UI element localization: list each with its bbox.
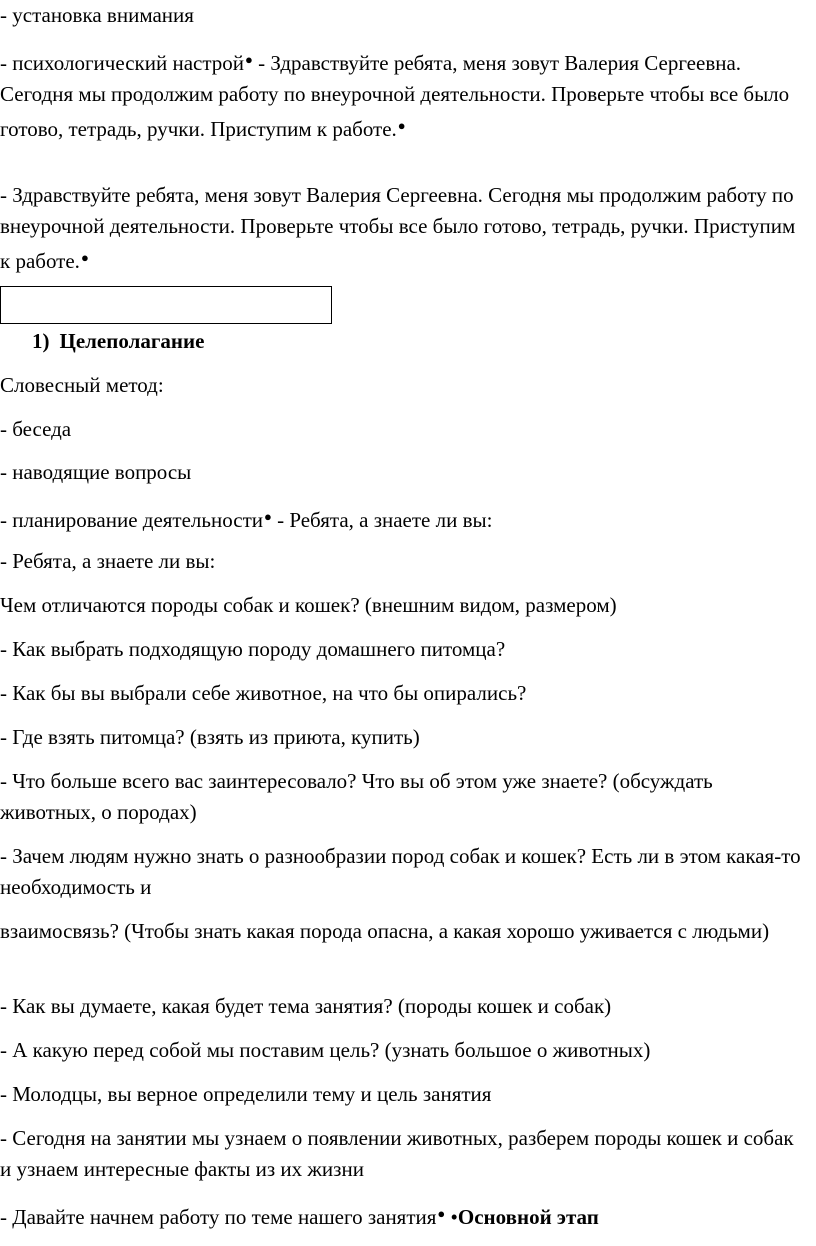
question-line: - Молодцы, вы верное определили тему и цель занятия <box>0 1082 492 1106</box>
section-heading-goal-setting <box>32 326 204 357</box>
paragraph-greeting-repeat <box>0 180 805 277</box>
question-line: - Где взять питомца? (взять из приюта, купить) <box>0 725 420 749</box>
greeting-repeat-text: - Здравствуйте ребята, меня зовут Валерия Сергеевна. Сегодня мы продолжим работу по внеурочной деятельности. Проверьте чтобы все было готово, тетрадь, ручки. Приступим к работе. <box>0 183 796 273</box>
section-number: 1) <box>32 329 50 353</box>
empty-frame-box <box>0 286 332 324</box>
bullet-icon: ● <box>263 509 272 524</box>
small-dot: • <box>450 1205 458 1229</box>
section-title: Целеполагание <box>59 329 205 353</box>
bullet-icon: ● <box>80 250 89 265</box>
question-line: Чем отличаются породы собак и кошек? (внешним видом, размером) <box>0 593 617 617</box>
method-item-conversation: - беседа <box>0 417 72 441</box>
method-item-planning <box>0 501 805 536</box>
method-title: Словесный метод: <box>0 373 164 397</box>
paragraph-attention: - установка внимания <box>0 3 194 27</box>
question-line: - Зачем людям нужно знать о разнообразии пород собак и кошек? Есть ли в этом какая-то необходимость и <box>0 844 801 899</box>
question-line: - Как бы вы выбрали себе животное, на что бы опирались? <box>0 681 527 705</box>
question-line: - А какую перед собой мы поставим цель? (узнать большое о животных) <box>0 1038 651 1062</box>
planning-label: - планирование деятельности <box>0 508 263 532</box>
question-line: - Что больше всего вас заинтересовало? Что вы об этом уже знаете? (обсуждать животных, о породах) <box>0 769 713 824</box>
question-line: - Сегодня на занятии мы узнаем о появлении животных, разберем породы кошек и собак и узнаем интересные факты из их жизни <box>0 1126 794 1181</box>
question-line: - Как вы думаете, какая будет тема занятия? (породы кошек и собак) <box>0 994 612 1018</box>
main-stage-heading: Основной этап <box>457 1205 599 1229</box>
bullet-icon: ● <box>245 52 253 67</box>
question-line-main-stage <box>0 1198 805 1233</box>
lets-start-text: - Давайте начнем работу по теме нашего занятия <box>0 1205 437 1229</box>
question-line: - Как выбрать подходящую породу домашнего питомца? <box>0 637 506 661</box>
question-line: - Ребята, а знаете ли вы: <box>0 549 216 573</box>
question-line: взаимосвязь? (Чтобы знать какая порода опасна, а какая хорошо уживается с людьми) <box>0 919 770 943</box>
psych-mood-label: - психологический настрой <box>0 51 245 75</box>
paragraph-psych-mood <box>0 44 805 145</box>
bullet-icon: ● <box>397 118 406 133</box>
method-item-leading-questions: - наводящие вопросы <box>0 460 192 484</box>
planning-text: - Ребята, а знаете ли вы: <box>271 508 493 532</box>
bullet-icon: ● <box>437 1206 446 1221</box>
greeting-text: - Здравствуйте ребята, меня зовут Валерия Сергеевна. Сегодня мы продолжим работу по внеурочной деятельности. Проверьте чтобы все было готово, тетрадь, ручки. Приступим к работе. <box>0 51 790 141</box>
